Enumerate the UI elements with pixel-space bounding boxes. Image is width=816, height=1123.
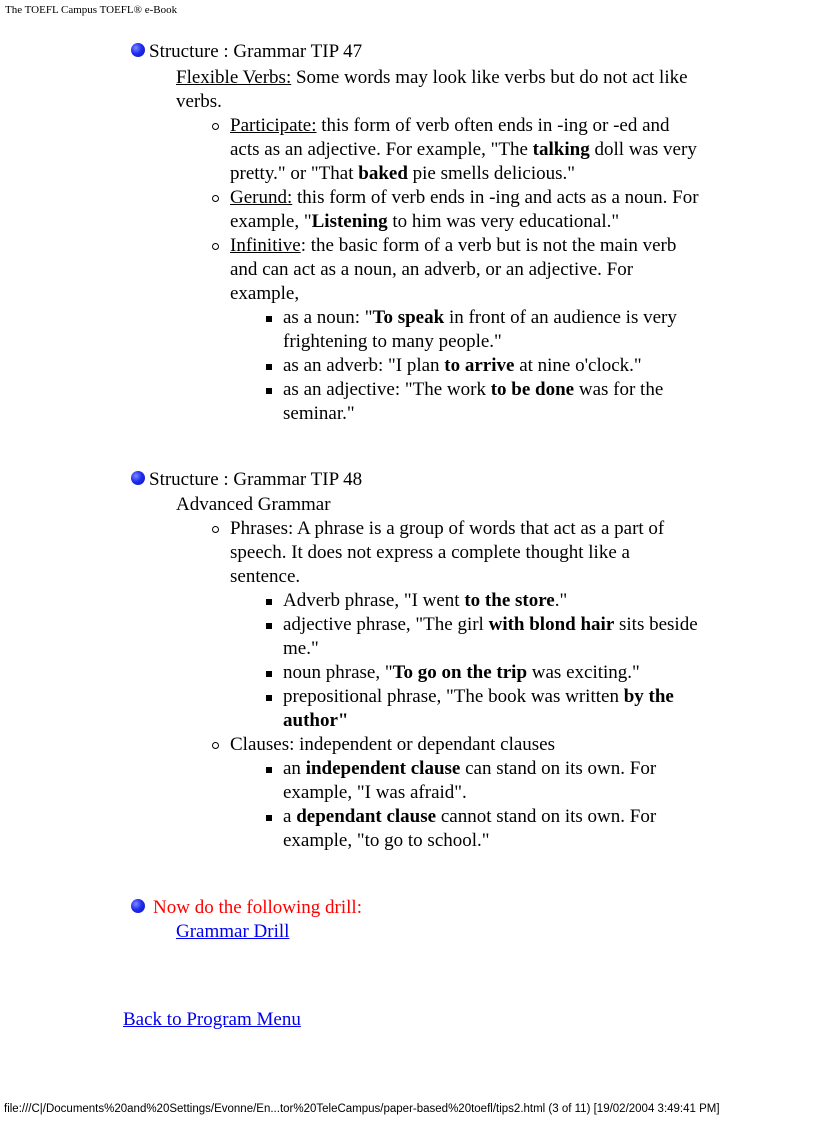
tip48-subtitle: Advanced Grammar — [176, 494, 331, 515]
circle-bullet-icon — [212, 243, 219, 250]
adjective-phrase-l2: me." — [283, 638, 319, 659]
gerund-l2: example, "Listening to him was very educational." — [230, 211, 620, 232]
circle-bullet-icon — [212, 526, 219, 533]
participate-item: Participate: this form of verb often ends in -ing or -ed and — [230, 115, 670, 136]
phrases-l3: sentence. — [230, 566, 301, 587]
infinitive-item: Infinitive: the basic form of a verb but is not the main verb — [230, 235, 677, 256]
square-bullet-icon — [266, 599, 272, 605]
square-bullet-icon — [266, 815, 272, 821]
dependant-clause: a dependant clause cannot stand on its own. For — [283, 806, 657, 827]
tip47-intro: Flexible Verbs: Some words may look like verbs but do not act like — [176, 67, 688, 88]
blue-bullet-icon — [131, 471, 145, 485]
tip47-intro-cont: verbs. — [176, 91, 222, 112]
page-footer: file:///C|/Documents%20and%20Settings/Evonne/En...tor%20TeleCampus/paper-based%20toefl/tips2.html (3 of 11) [19/02/2004 3:49:41 PM] — [4, 1103, 720, 1115]
circle-bullet-icon — [212, 195, 219, 202]
square-bullet-icon — [266, 364, 272, 370]
page-header: The TOEFL Campus TOEFL® e-Book — [5, 4, 178, 16]
blue-bullet-icon — [131, 43, 145, 57]
phrases-l2: speech. It does not express a complete thought like a — [230, 542, 630, 563]
infinitive-adjective: as an adjective: "The work to be done was for the — [283, 379, 664, 400]
infinitive-l2: and can act as a noun, an adverb, or an adjective. For — [230, 259, 634, 280]
tip48-title: Structure : Grammar TIP 48 — [149, 469, 363, 490]
back-link-row — [123, 1008, 301, 1031]
independent-clause-l2: example, "I was afraid". — [283, 782, 467, 803]
square-bullet-icon — [266, 623, 272, 629]
intro-label: Flexible Verbs: — [176, 67, 292, 88]
phrases-item: Phrases: A phrase is a group of words that act as a part of — [230, 518, 665, 539]
infinitive-noun-l2: frightening to many people." — [283, 331, 502, 352]
blue-bullet-icon — [131, 899, 145, 913]
adjective-phrase: adjective phrase, "The girl with blond hair sits beside — [283, 614, 698, 635]
circle-bullet-icon — [212, 123, 219, 130]
gerund-item: Gerund: this form of verb ends in -ing and acts as a noun. For — [230, 187, 699, 208]
square-bullet-icon — [266, 388, 272, 394]
drill-prompt: Now do the following drill: — [153, 897, 362, 918]
tip47-title: Structure : Grammar TIP 47 — [149, 41, 363, 62]
square-bullet-icon — [266, 767, 272, 773]
square-bullet-icon — [266, 671, 272, 677]
back-to-program-menu-link[interactable]: Back to Program Menu — [123, 1009, 301, 1030]
participate-l3: pretty." or "That baked pie smells delicious." — [230, 163, 576, 184]
square-bullet-icon — [266, 316, 272, 322]
dependant-clause-l2: example, "to go to school." — [283, 830, 490, 851]
grammar-drill-link-row — [176, 920, 289, 943]
participate-l2: acts as an adjective. For example, "The talking doll was very — [230, 139, 697, 160]
independent-clause: an independent clause can stand on its own. For — [283, 758, 657, 779]
infinitive-adjective-l2: seminar." — [283, 403, 355, 424]
infinitive-adverb: as an adverb: "I plan to arrive at nine o'clock." — [283, 355, 642, 376]
infinitive-noun: as a noun: "To speak in front of an audience is very — [283, 307, 677, 328]
infinitive-l3: example, — [230, 283, 300, 304]
clauses-item: Clauses: independent or dependant clauses — [230, 734, 556, 755]
circle-bullet-icon — [212, 742, 219, 749]
adverb-phrase: Adverb phrase, "I went to the store." — [283, 590, 568, 611]
square-bullet-icon — [266, 695, 272, 701]
noun-phrase: noun phrase, "To go on the trip was exciting." — [283, 662, 640, 683]
prepositional-phrase-l2: author" — [283, 710, 349, 731]
grammar-drill-link[interactable]: Grammar Drill — [176, 921, 290, 942]
prepositional-phrase: prepositional phrase, "The book was written by the — [283, 686, 674, 707]
